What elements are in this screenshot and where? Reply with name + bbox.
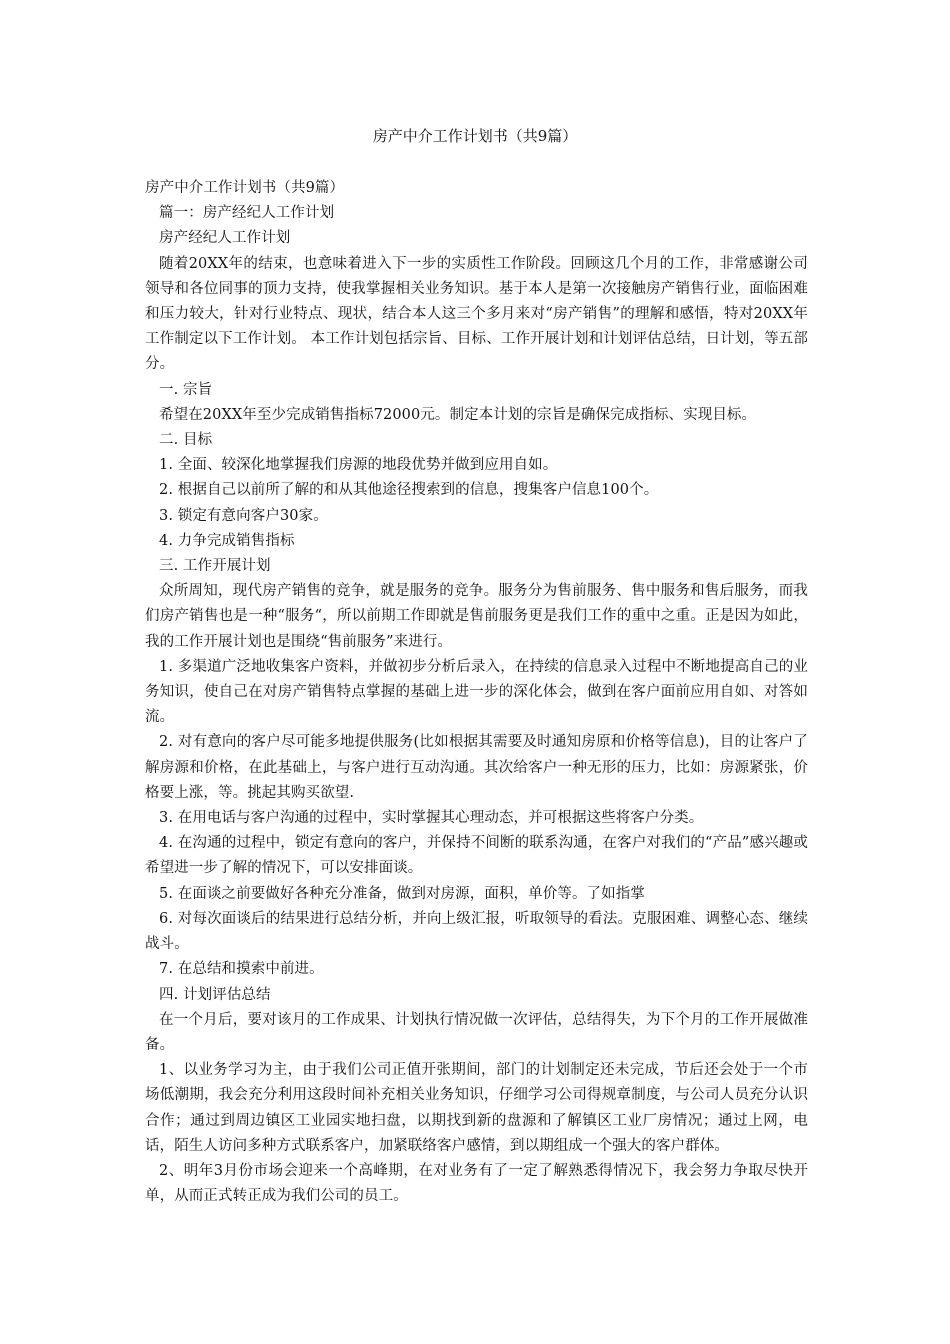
paragraph: 三. 工作开展计划: [159, 558, 271, 575]
paragraph: 6. 对每次面谈后的结果进行总结分析，并向上级汇报，听取领导的看法。克服困难、调整心态、继续战斗。: [145, 910, 808, 953]
paragraph: 5. 在面谈之前要做好各种充分准备，做到对房源，面积，单价等。了如指掌: [159, 885, 645, 902]
paragraph: 4. 力争完成销售指标: [159, 532, 295, 549]
paragraph: 四. 计划评估总结: [159, 986, 271, 1003]
paragraph: 房产中介工作计划书（共9篇）: [145, 180, 345, 196]
paragraph: 3. 锁定有意向客户30家。: [159, 507, 328, 524]
paragraph: 房产经纪人工作计划: [159, 230, 291, 247]
paragraph: 篇一：房产经纪人工作计划: [159, 205, 335, 222]
paragraph: 2. 根据自己以前所了解的和从其他途径搜索到的信息，搜集客户信息100个。: [159, 482, 659, 499]
paragraph: 二. 目标: [159, 432, 213, 449]
document-body: [145, 176, 808, 1209]
paragraph: 2. 对有意向的客户尽可能多地提供服务(比如根据其需要及时通知房原和价格等信息)，目的让客户了解房源和价格，在此基础上，与客户进行互动沟通。其次给客户一种无形的压力，比如：房源紧张，价格要上涨，等。挑起其购买欲望.: [145, 734, 808, 801]
paragraph: 1. 全面、较深化地掌握我们房源的地段优势并做到应用自如。: [159, 457, 558, 474]
paragraph: 7. 在总结和摸索中前进。: [159, 961, 324, 978]
paragraph: 希望在20XX年至少完成销售指标72000元。制定本计划的宗旨是确保完成指标、实现目标。: [159, 406, 757, 423]
paragraph: 4. 在沟通的过程中，锁定有意向的客户，并保持不间断的联系沟通，在客户对我们的“产品”感兴趣或希望进一步了解的情况下，可以安排面谈。: [145, 835, 808, 877]
paragraph: 3. 在用电话与客户沟通的过程中，实时掌握其心理动态，并可根据这些将客户分类。: [159, 810, 704, 827]
paragraph: 随着20XX年的结束，也意味着进入下一步的实质性工作阶段。回顾这几个月的工作，非常感谢公司领导和各位同事的顶力支持，使我掌握相关业务知识。基于本人是第一次接触房产销售行业，面临困难和压力较大，针对行业特点、现状，结合本人这三个多月来对“房产销售”的理解和感悟，特对20XX年工作制定以下工作计划。 本工作计划包括宗旨、目标、工作开展计划和计划评估总结，日计划，等五部分。: [145, 255, 808, 373]
page-title: 房产中介工作计划书（共9篇）: [372, 127, 578, 145]
paragraph: 在一个月后，要对该月的工作成果、计划执行情况做一次评估，总结得失，为下个月的工作开展做准备。: [145, 1011, 808, 1053]
paragraph: 一. 宗旨: [159, 381, 213, 398]
paragraph: 2、明年3月份市场会迎来一个高峰期，在对业务有了一定了解熟悉得情况下，我会努力争取尽快开单，从而正式转正成为我们公司的员工。: [145, 1162, 808, 1205]
paragraph: 1、以业务学习为主，由于我们公司正值开张期间，部门的计划制定还未完成，节后还会处于一个市场低潮期，我会充分利用这段时间补充相关业务知识，仔细学习公司得规章制度，与公司人员充分认识合作；通过到周边镇区工业园实地扫盘，以期找到新的盘源和了解镇区工业厂房情况；通过上网，电话，陌生人访问多种方式联系客户，加紧联络客户感情，到以期组成一个强大的客户群体。: [145, 1062, 808, 1154]
paragraph: 众所周知，现代房产销售的竞争，就是服务的竞争。服务分为售前服务、售中服务和售后服务，而我们房产销售也是一种“服务“，所以前期工作即就是售前服务更是我们工作的重中之重。正是因为如此，我的工作开展计划也是围绕“售前服务”来进行。: [145, 583, 808, 650]
paragraph: 1. 多渠道广泛地收集客户资料，并做初步分析后录入，在持续的信息录入过程中不断地提高自己的业务知识，使自己在对房产销售特点掌握的基础上进一步的深化体会，做到在客户面前应用自如、对答如流。: [145, 658, 808, 726]
